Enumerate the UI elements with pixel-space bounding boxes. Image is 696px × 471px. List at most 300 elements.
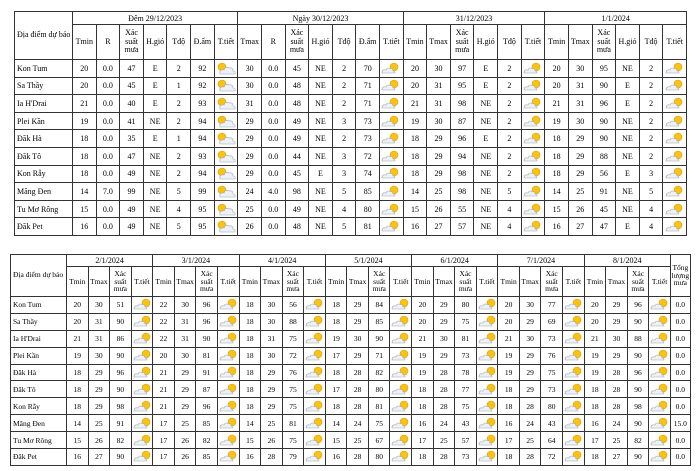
value-cell: 88 [282,313,304,330]
value-cell: 2 [332,60,356,78]
value-cell: 16 [67,449,89,466]
value-cell: 25 [606,432,628,449]
column-header: Tđộ [498,25,522,60]
value-cell: 18 [239,313,261,330]
value-cell: 18 [73,130,97,148]
weather-cell [649,347,671,364]
sun-behind-cloud-icon [563,400,584,413]
weather-cell [214,165,238,183]
weather-cell [390,381,412,398]
value-cell: E [616,165,640,183]
column-header: Xác suất mưa [450,25,474,60]
location-name: Sa Thầy [15,77,73,95]
sun-behind-cloud-icon [563,298,584,311]
weather-cell [663,165,687,183]
value-cell: 3 [639,165,663,183]
weather-cell [304,398,326,415]
value-cell: 80 [455,297,477,314]
cloud-with-sun-icon [215,185,237,198]
weather-cell [380,147,404,165]
location-name: Plei Kần [11,347,67,364]
location-name: Đăk Pet [11,449,67,466]
sun-behind-cloud-icon [649,417,670,430]
value-cell: 17 [325,347,347,364]
weather-cell [217,364,239,381]
value-cell: 27 [88,449,110,466]
value-cell: 28 [606,364,628,381]
sun-behind-cloud-icon [664,185,686,198]
location-name: Tu Mơ Rông [11,432,67,449]
value-cell: 49 [120,200,144,218]
value-cell: 96 [592,95,616,113]
date-group-header: 2/1/2024 [67,255,153,267]
value-cell: 49 [120,218,144,236]
sun-behind-cloud-icon [304,366,325,379]
weather-cell [131,398,153,415]
value-cell: 25 [174,415,196,432]
value-cell: 75 [282,330,304,347]
value-cell: 24 [433,415,455,432]
sun-behind-cloud-icon [649,298,670,311]
sun-behind-cloud-icon [664,220,686,233]
value-cell: 30 [174,347,196,364]
value-cell: 19 [325,330,347,347]
sun-behind-cloud-icon [380,97,402,110]
sun-behind-cloud-icon [522,150,544,163]
value-cell: 85 [196,449,218,466]
sun-behind-cloud-icon [218,366,239,379]
value-cell: 81 [282,415,304,432]
value-cell: 31 [174,330,196,347]
value-cell: 30 [568,60,592,78]
value-cell: 29 [238,112,262,130]
value-cell: 2 [167,60,191,78]
value-cell: 4 [639,200,663,218]
weather-cell [217,449,239,466]
sun-behind-cloud-icon [664,62,686,75]
value-cell: 31 [568,77,592,95]
column-header: Tmin [67,267,89,297]
value-cell: 29 [261,381,283,398]
column-header: R [261,25,285,60]
value-cell: 31 [238,95,262,113]
value-cell: 18 [67,364,89,381]
cloud-with-sun-icon [215,97,237,110]
column-header: Xác suất mưa [282,267,304,297]
value-cell: 80 [368,381,390,398]
value-cell: 86 [110,330,132,347]
value-cell: 87 [196,381,218,398]
sun-behind-cloud-icon [390,332,411,345]
value-cell: 29 [238,165,262,183]
value-cell: 72 [541,449,563,466]
value-cell: 16 [545,218,569,236]
table-row [11,313,691,330]
value-cell: 18 [67,381,89,398]
value-cell: 20 [498,297,520,314]
date-group-header: 5/1/2024 [325,255,411,267]
value-cell: 29 [433,297,455,314]
weather-cell [663,95,687,113]
value-cell: 20 [153,347,175,364]
value-cell: 2 [498,112,522,130]
value-cell: 24 [606,415,628,432]
value-cell: 96 [196,398,218,415]
value-cell: 94 [450,147,474,165]
table-row [15,218,687,236]
value-cell: 72 [282,347,304,364]
value-cell: 98 [450,95,474,113]
value-cell: 18 [239,330,261,347]
sun-behind-cloud-icon [132,450,153,463]
cloud-with-sun-icon [215,115,237,128]
value-cell: 18 [584,381,606,398]
sun-behind-cloud-icon [664,203,686,216]
value-cell: 20 [545,60,569,78]
value-cell: 71 [356,77,380,95]
value-cell: 16 [412,415,434,432]
value-cell: 18 [67,398,89,415]
value-cell: 45 [592,200,616,218]
value-cell: 17 [325,381,347,398]
value-cell: 80 [541,398,563,415]
value-cell: 94 [191,165,215,183]
value-cell: 4 [332,200,356,218]
weather-cell [214,95,238,113]
column-header: H.gió [474,25,498,60]
value-cell: 18 [403,165,427,183]
value-cell: 18 [498,449,520,466]
value-cell: 31 [261,330,283,347]
value-cell: 99 [120,183,144,201]
value-cell: 29 [568,147,592,165]
value-cell: 96 [627,297,649,314]
weather-cell [380,112,404,130]
date-group-header: Ngày 30/12/2023 [238,12,403,25]
location-name: Măng Đen [11,415,67,432]
value-cell: 0.0 [261,112,285,130]
column-header: T.tiết [304,267,326,297]
weather-cell [217,432,239,449]
value-cell: 96 [196,297,218,314]
weather-cell [649,398,671,415]
value-cell: 20 [584,313,606,330]
cloud-with-sun-icon [215,62,237,75]
weather-cell [476,432,498,449]
value-cell: 47 [592,218,616,236]
sun-behind-cloud-icon [218,434,239,447]
value-cell: 19 [412,364,434,381]
value-cell: NE [309,200,333,218]
value-cell: 2 [639,60,663,78]
value-cell: 82 [196,432,218,449]
value-cell: 90 [110,347,132,364]
sun-behind-cloud-icon [649,400,670,413]
column-header: T.tiết [563,267,585,297]
value-cell: 29 [606,297,628,314]
sun-behind-cloud-icon [477,366,498,379]
value-cell: 90 [627,313,649,330]
sun-behind-cloud-icon [132,298,153,311]
value-cell: NE [474,218,498,236]
weather-cell [649,364,671,381]
value-cell: NE [143,112,167,130]
value-cell: 57 [450,218,474,236]
weather-cell [380,200,404,218]
value-cell: 14 [403,183,427,201]
value-cell: 29 [568,165,592,183]
value-cell: 4.0 [261,183,285,201]
weather-cell [214,112,238,130]
location-header: Địa điểm dự báo [15,12,73,60]
total-rain-header: Tổng lượng mưa [670,255,690,297]
column-header: Tmin [412,267,434,297]
value-cell: 18 [239,398,261,415]
value-cell: 98 [110,398,132,415]
value-cell: NE [143,200,167,218]
sun-behind-cloud-icon [664,79,686,92]
column-header: Tmax [433,267,455,297]
sun-behind-cloud-icon [380,185,402,198]
location-name: Ia H'Drai [11,330,67,347]
sun-behind-cloud-icon [522,167,544,180]
column-header: Xác suất mưa [592,25,616,60]
value-cell: 18 [403,147,427,165]
sun-behind-cloud-icon [218,400,239,413]
value-cell: 28 [519,449,541,466]
table-row [15,200,687,218]
value-cell: 29 [238,130,262,148]
value-cell: 95 [191,200,215,218]
value-cell: NE [616,200,640,218]
column-header: Xác suất mưa [285,25,309,60]
value-cell: 0.0 [96,130,120,148]
weather-cell [563,297,585,314]
total-rain-cell: 0.0 [670,313,690,330]
value-cell: 87 [450,112,474,130]
sun-behind-cloud-icon [304,400,325,413]
value-cell: 18 [545,147,569,165]
table-row [15,77,687,95]
value-cell: 29 [174,364,196,381]
value-cell: 0.0 [96,218,120,236]
weather-cell [663,147,687,165]
value-cell: 69 [541,313,563,330]
value-cell: 93 [191,147,215,165]
value-cell: NE [616,112,640,130]
value-cell: 29 [606,313,628,330]
value-cell: 21 [67,330,89,347]
sun-behind-cloud-icon [664,97,686,110]
value-cell: NE [309,112,333,130]
date-group-header: 1/1/2024 [545,12,687,25]
value-cell: 90 [110,381,132,398]
value-cell: 0.0 [96,95,120,113]
value-cell: 88 [592,147,616,165]
value-cell: 0.0 [261,147,285,165]
sun-behind-cloud-icon [132,366,153,379]
weather-cell [214,200,238,218]
sun-behind-cloud-icon [380,220,402,233]
value-cell: 30 [261,297,283,314]
table-row [11,432,691,449]
value-cell: 18 [325,398,347,415]
table-row [15,130,687,148]
table-row [15,147,687,165]
sun-behind-cloud-icon [649,315,670,328]
weather-cell [521,200,545,218]
value-cell: 44 [285,147,309,165]
total-rain-cell: 0.0 [670,432,690,449]
sun-behind-cloud-icon [390,349,411,362]
value-cell: 81 [455,330,477,347]
value-cell: 17 [584,432,606,449]
value-cell: 0.0 [261,130,285,148]
value-cell: 73 [455,449,477,466]
value-cell: 28 [433,381,455,398]
sun-behind-cloud-icon [664,150,686,163]
value-cell: 21 [403,95,427,113]
value-cell: 14 [239,415,261,432]
value-cell: 20 [73,60,97,78]
value-cell: 96 [627,364,649,381]
sun-behind-cloud-icon [132,349,153,362]
value-cell: 28 [433,449,455,466]
value-cell: 29 [347,297,369,314]
weather-cell [563,398,585,415]
sun-behind-cloud-icon [563,332,584,345]
value-cell: NE [309,218,333,236]
value-cell: 16 [325,449,347,466]
column-header: Xác suất mưa [120,25,144,60]
weather-cell [380,95,404,113]
value-cell: 22 [153,313,175,330]
value-cell: 29 [238,147,262,165]
value-cell: 26 [174,432,196,449]
weather-cell [521,112,545,130]
weather-cell [649,415,671,432]
sun-behind-cloud-icon [380,203,402,216]
column-header: Tmin [498,267,520,297]
total-rain-cell: 0.0 [670,364,690,381]
value-cell: 30 [568,112,592,130]
column-header: Tmax [88,267,110,297]
value-cell: 90 [368,330,390,347]
sun-behind-cloud-icon [218,450,239,463]
value-cell: 18 [498,398,520,415]
sun-behind-cloud-icon [304,417,325,430]
value-cell: 21 [153,398,175,415]
value-cell: NE [143,218,167,236]
weather-cell [380,60,404,78]
value-cell: E [474,77,498,95]
value-cell: 2 [639,77,663,95]
sun-behind-cloud-icon [390,298,411,311]
value-cell: 0.0 [261,165,285,183]
value-cell: 90 [627,415,649,432]
value-cell: 4 [498,218,522,236]
value-cell: 5 [498,183,522,201]
location-name: Sa Thầy [11,313,67,330]
value-cell: 2 [167,147,191,165]
sun-behind-cloud-icon [649,332,670,345]
value-cell: 31 [174,313,196,330]
value-cell: 2 [167,165,191,183]
value-cell: 73 [541,381,563,398]
value-cell: 80 [356,200,380,218]
sun-behind-cloud-icon [304,332,325,345]
cloud-with-sun-icon [215,203,237,216]
value-cell: 84 [368,297,390,314]
table-row [11,381,691,398]
sun-behind-cloud-icon [477,298,498,311]
column-header: H.gió [309,25,333,60]
date-group-header: 3/1/2024 [153,255,239,267]
table-row [11,364,691,381]
weather-cell [476,313,498,330]
weather-cell [563,449,585,466]
value-cell: 7.0 [96,183,120,201]
sun-behind-cloud-icon [132,383,153,396]
value-cell: 15 [67,432,89,449]
value-cell: 25 [519,432,541,449]
value-cell: 19 [498,364,520,381]
weather-cell [663,112,687,130]
weather-cell [131,432,153,449]
column-header: T.tiết [214,25,238,60]
weather-cell [380,77,404,95]
value-cell: 21 [412,330,434,347]
weather-cell [131,381,153,398]
value-cell: 75 [282,398,304,415]
weather-cell [380,165,404,183]
value-cell: 20 [498,313,520,330]
sun-behind-cloud-icon [477,417,498,430]
value-cell: 20 [584,297,606,314]
table-row [11,415,691,432]
column-header: T.tiết [380,25,404,60]
weather-cell [390,313,412,330]
weather-cell [649,449,671,466]
value-cell: 82 [368,364,390,381]
column-header: Tmin [584,267,606,297]
value-cell: 27 [427,218,451,236]
value-cell: 78 [455,364,477,381]
value-cell: 2 [498,60,522,78]
value-cell: 31 [568,95,592,113]
value-cell: 30 [88,297,110,314]
value-cell: 20 [412,313,434,330]
value-cell: 17 [498,432,520,449]
sun-behind-cloud-icon [477,315,498,328]
sun-behind-cloud-icon [132,332,153,345]
value-cell: 31 [88,313,110,330]
value-cell: 67 [368,432,390,449]
weather-cell [304,313,326,330]
cloud-with-sun-icon [215,150,237,163]
value-cell: NE [616,147,640,165]
sun-behind-cloud-icon [390,315,411,328]
value-cell: 0.0 [96,147,120,165]
value-cell: 18 [239,347,261,364]
weather-cell [390,297,412,314]
value-cell: 29 [88,364,110,381]
sun-behind-cloud-icon [380,79,402,92]
value-cell: 2 [498,147,522,165]
weather-cell [380,218,404,236]
value-cell: 14 [67,415,89,432]
value-cell: 29 [261,364,283,381]
